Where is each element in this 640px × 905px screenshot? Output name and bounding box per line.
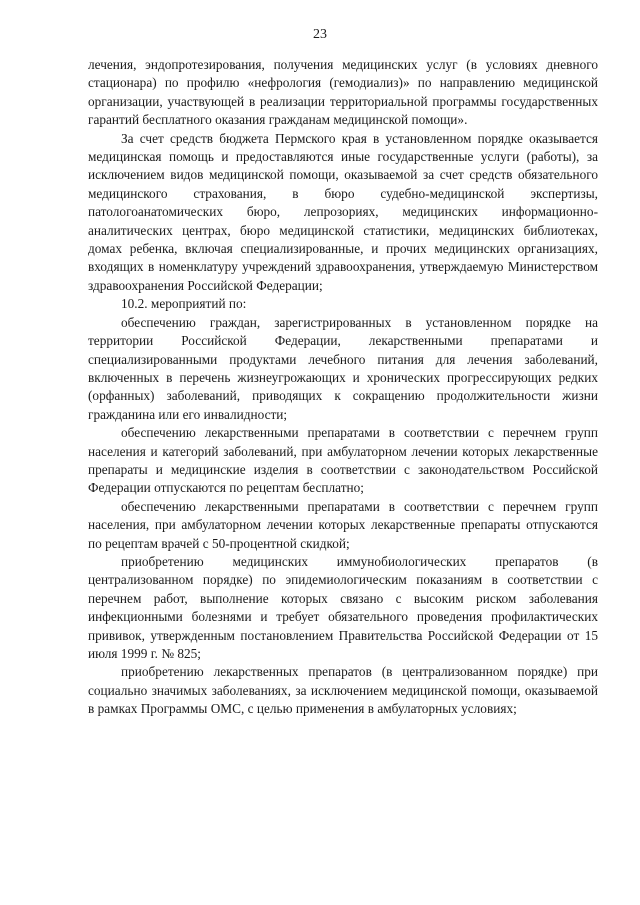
paragraph-continuation: лечения, эндопротезирования, получения медицинских услуг (в условиях дневного стационара) по профилю «нефрология (гемодиализ)» по направлению медицинской организации, участвующей в реализации территориальной программы государственных гарантий бесплатного оказания гражданам медицинской помощи».: [88, 57, 598, 128]
paragraph-section-10-2: 10.2. мероприятий по:: [121, 296, 247, 312]
paragraph-orphan-diseases: обеспечению граждан, зарегистрированных в установленном порядке на территории Российской Федерации, лекарственными препаратами и специализированными продуктами лечебного питания для лечения заболеваний, включенных в перечень жизнеугрожающих и хронических прогрессирующих редких (орфанных) заболеваний, приводящих к сокращению продолжительности жизни гражданина или его инвалидности;: [88, 314, 598, 422]
paragraph-socially-significant: приобретению лекарственных препаратов (в централизованном порядке) при социально значимых заболеваниях, за исключением медицинской помощи, оказываемой в рамках Программы ОМС, с целью применения в амбулаторных условиях;: [88, 664, 598, 717]
paragraph-immunobiological: приобретению медицинских иммунобиологических препаратов (в централизованном порядке) по эпидемиологическим показаниям в соответствии с перечнем работ, выполнение которых связано с высоким риском заболевания инфекционными болезнями и требует обязательного проведения профилактических прививок, утвержденным постановлением Правительства Российской Федерации от 15 июля 1999 г. № 825;: [88, 553, 598, 661]
document-body: [88, 56, 598, 719]
paragraph-free-prescriptions: обеспечению лекарственными препаратами в соответствии с перечнем групп населения и категорий заболеваний, при амбулаторном лечении которых лекарственные препараты и медицинские изделия в соответствии с законодательством Российской Федерации отпускаются по рецептам бесплатно;: [88, 425, 598, 496]
paragraph-budget-funding: За счет средств бюджета Пермского края в установленном порядке оказывается медицинская помощь и предоставляются иные государственные услуги (работы), за исключением видов медицинской помощи, оказываемой за счет средств обязательного медицинского страхования, в бюро судебно-медицинской экспертизы, патологоанатомических бюро, лепрозориях, медицинских информационно-аналитических центрах, бюро медицинской статистики, медицинских библиотеках, домах ребенка, включая специализированные, и прочих медицинских организациях, входящих в номенклатуру учреждений здравоохранения, утверждаемую Министерством здравоохранения Российской Федерации;: [88, 130, 598, 293]
page-number: 23: [313, 27, 327, 42]
paragraph-discount-prescriptions: обеспечению лекарственными препаратами в соответствии с перечнем групп населения, при амбулаторном лечении которых лекарственные препараты отпускаются по рецептам врачей с 50-процентной скидкой;: [88, 498, 598, 551]
